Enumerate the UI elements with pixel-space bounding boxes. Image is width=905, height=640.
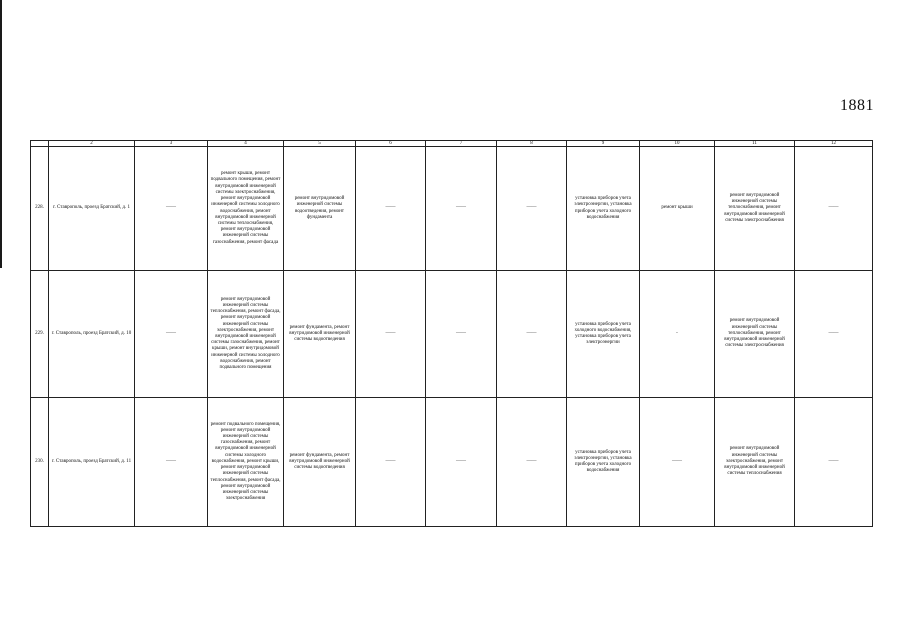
cell-col9: установка приборов учета электроэнергии, установка приборов учета холодного водоснабжения: [567, 147, 640, 271]
cell-col8: ——: [497, 271, 567, 398]
cell-col5: ремонт внутридомовой инженерной системы водоотведения, ремонт фундамента: [284, 147, 356, 271]
cell-col4: ремонт внутридомовой инженерной системы теплоснабжения, ремонт фасада, ремонт внутридомовой инженерной системы электроснабжения, ремонт внутридомовой инженерной системы газоснабжения, ремонт крыши, ремонт внутридомовой инженерной системы холодного водоснабжения, ремонт подвального помещения: [208, 271, 284, 398]
cell-col5: ремонт фундамента, ремонт внутридомовой инженерной системы водоотведения: [284, 271, 356, 398]
row-number: 228.: [31, 147, 49, 271]
column-header-12: 12: [795, 141, 873, 147]
column-header-10: 10: [640, 141, 715, 147]
cell-col12: ——: [795, 271, 873, 398]
cell-col7: ——: [426, 147, 497, 271]
column-header-7: 7: [426, 141, 497, 147]
column-header-2: 2: [49, 141, 135, 147]
column-header-4: 4: [208, 141, 284, 147]
cell-col11: ремонт внутридомовой инженерной системы теплоснабжения, ремонт внутридомовой инженерной системы электроснабжения: [715, 271, 795, 398]
column-header-11: 11: [715, 141, 795, 147]
cell-col8: ——: [497, 147, 567, 271]
table-row: [31, 271, 873, 398]
column-header-8: 8: [497, 141, 567, 147]
row-number: 229.: [31, 271, 49, 398]
cell-col6: ——: [356, 271, 426, 398]
cell-col3: ——: [135, 398, 208, 527]
table-row: [31, 398, 873, 527]
cell-col8: ——: [497, 398, 567, 527]
cell-col10: ремонт крыши: [640, 147, 715, 271]
table-row: [31, 147, 873, 271]
cell-col4: ремонт крыши, ремонт подвального помещения, ремонт внутридомовой инженерной системы электроснабжения, ремонт внутридомовой инженерной системы холодного водоснабжения, ремонт внутридомовой инженерной системы теплоснабжения, ремонт внутридомовой инженерной системы газоснабжения, ремонт фасада: [208, 147, 284, 271]
cell-col4: ремонт подвального помещения, ремонт внутридомовой инженерной системы газоснабжения, ремонт внутридомовой инженерной системы холодного водоснабжения, ремонт крыши, ремонт внутридомовой инженерной системы теплоснабжения, ремонт фасада, ремонт внутридомовой инженерной системы электроснабжения: [208, 398, 284, 527]
cell-col3: ——: [135, 271, 208, 398]
column-header-5: 5: [284, 141, 356, 147]
column-header-6: 6: [356, 141, 426, 147]
cell-col3: ——: [135, 147, 208, 271]
cell-col11: ремонт внутридомовой инженерной системы электроснабжения, ремонт внутридомовой инженерной системы теплоснабжения: [715, 398, 795, 527]
scan-edge-line: [0, 0, 2, 268]
cell-col7: ——: [426, 271, 497, 398]
page-number: 1881: [840, 97, 874, 114]
address-cell: г. Ставрополь, проезд Братский, д. 1: [49, 147, 135, 271]
works-table: [30, 140, 873, 527]
cell-col11: ремонт внутридомовой инженерной системы теплоснабжения, ремонт внутридомовой инженерной системы электроснабжения: [715, 147, 795, 271]
cell-col10: -: [640, 271, 715, 398]
cell-col9: установка приборов учета холодного водоснабжения, установка приборов учета электроэнергии: [567, 271, 640, 398]
cell-col7: ——: [426, 398, 497, 527]
column-header-3: 3: [135, 141, 208, 147]
cell-col6: ——: [356, 147, 426, 271]
address-cell: г. Ставрополь, проезд Братский, д. 11: [49, 398, 135, 527]
row-number: 230.: [31, 398, 49, 527]
cell-col6: ——: [356, 398, 426, 527]
cell-col5: ремонт фундамента, ремонт внутридомовой инженерной системы водоотведения: [284, 398, 356, 527]
cell-col12: ——: [795, 147, 873, 271]
address-cell: г. Ставрополь, проезд Братский, д. 10: [49, 271, 135, 398]
column-header-9: 9: [567, 141, 640, 147]
cell-col9: установка приборов учета электроэнергии, установка приборов учета холодного водоснабжения: [567, 398, 640, 527]
cell-col12: ——: [795, 398, 873, 527]
cell-col10: ——: [640, 398, 715, 527]
